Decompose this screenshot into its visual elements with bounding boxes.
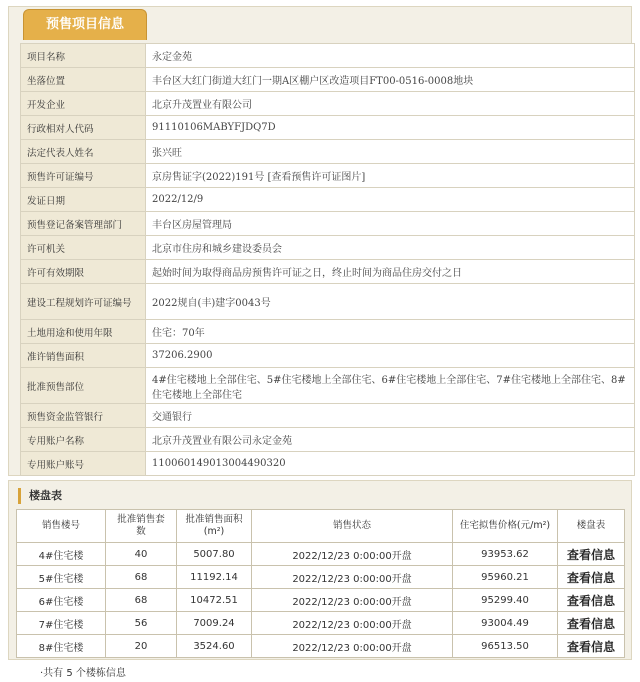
info-row [21,44,635,68]
building-table [16,509,625,658]
info-value: 北京升茂置业有限公司永定金苑 [146,428,635,452]
building-cell-area: 10472.51 [177,589,252,612]
info-value: 北京市住房和城乡建设委员会 [146,236,635,260]
info-row [21,284,635,320]
presale-info-tab[interactable]: 预售项目信息 [23,9,147,40]
building-row [17,635,625,658]
building-cell-area: 5007.80 [177,543,252,566]
building-cell-units: 40 [106,543,177,566]
info-value: 2022/12/9 [146,188,635,212]
info-value: 张兴旺 [146,140,635,164]
building-cell-area: 3524.60 [177,635,252,658]
building-cell-units: 68 [106,589,177,612]
building-row [17,566,625,589]
presale-info-panel [8,6,632,476]
building-table-title: 楼盘表 [18,488,62,504]
info-label: 行政相对人代码 [21,116,146,140]
building-table-panel [8,480,632,660]
building-cell-price: 93953.62 [453,543,558,566]
building-cell-status: 2022/12/23 0:00:00开盘 [252,635,453,658]
info-row [21,212,635,236]
building-cell-building: 5#住宅楼 [17,566,106,589]
info-row [21,116,635,140]
info-label: 专用账户名称 [21,428,146,452]
info-value: 京房售证字(2022)191号 [查看预售许可证图片] [146,164,635,188]
info-value: 91110106MABYFJDQ7D [146,116,635,140]
building-row [17,589,625,612]
building-cell-area: 11192.14 [177,566,252,589]
info-label: 项目名称 [21,44,146,68]
info-label: 法定代表人姓名 [21,140,146,164]
info-value: 丰台区大红门街道大红门一期A区棚户区改造项目FT00-0516-0008地块 [146,68,635,92]
info-label: 土地用途和使用年限 [21,320,146,344]
info-row [21,320,635,344]
view-info-link[interactable]: 查看信息 [558,635,625,658]
info-label: 预售许可证编号 [21,164,146,188]
info-row [21,428,635,452]
header-building: 销售楼号 [17,510,106,543]
building-table-header-row [17,510,625,543]
info-value: 4#住宅楼地上全部住宅、5#住宅楼地上全部住宅、6#住宅楼地上全部住宅、7#住宅楼地上全部住宅、8#住宅楼地上全部住宅 [146,368,635,404]
building-row [17,612,625,635]
info-value: 110060149013004490320 [146,452,635,476]
info-label: 批准预售部位 [21,368,146,404]
building-cell-building: 6#住宅楼 [17,589,106,612]
building-cell-building: 4#住宅楼 [17,543,106,566]
info-label: 专用账户账号 [21,452,146,476]
info-row [21,68,635,92]
info-label: 预售登记备案管理部门 [21,212,146,236]
info-label: 开发企业 [21,92,146,116]
info-label: 预售资金监管银行 [21,404,146,428]
building-cell-price: 95299.40 [453,589,558,612]
building-cell-status: 2022/12/23 0:00:00开盘 [252,589,453,612]
header-units: 批准销售套 数 [106,510,177,543]
info-label: 许可机关 [21,236,146,260]
info-row [21,164,635,188]
header-price: 住宅拟售价格(元/m²) [453,510,558,543]
view-info-link[interactable]: 查看信息 [558,566,625,589]
info-value: 交通银行 [146,404,635,428]
info-row [21,188,635,212]
info-row [21,404,635,428]
info-row [21,452,635,476]
building-cell-status: 2022/12/23 0:00:00开盘 [252,543,453,566]
building-cell-building: 8#住宅楼 [17,635,106,658]
info-value: 住宅：70年 [146,320,635,344]
info-value: 2022规自(丰)建字0043号 [146,284,635,320]
building-cell-building: 7#住宅楼 [17,612,106,635]
info-row [21,368,635,404]
building-cell-area: 7009.24 [177,612,252,635]
header-table: 楼盘表 [558,510,625,543]
info-value: 北京升茂置业有限公司 [146,92,635,116]
info-row [21,260,635,284]
building-cell-units: 56 [106,612,177,635]
info-label: 许可有效期限 [21,260,146,284]
building-cell-price: 96513.50 [453,635,558,658]
building-cell-status: 2022/12/23 0:00:00开盘 [252,612,453,635]
view-info-link[interactable]: 查看信息 [558,589,625,612]
presale-info-table [20,43,635,476]
info-label: 坐落位置 [21,68,146,92]
info-row [21,344,635,368]
header-area: 批准销售面积(m²) [177,510,252,543]
header-status: 销售状态 [252,510,453,543]
building-count-note: ·共有 5 个楼栋信息 [40,668,126,679]
building-cell-price: 93004.49 [453,612,558,635]
info-value: 丰台区房屋管理局 [146,212,635,236]
info-label: 准许销售面积 [21,344,146,368]
view-info-link[interactable]: 查看信息 [558,612,625,635]
info-row [21,140,635,164]
view-info-link[interactable]: 查看信息 [558,543,625,566]
building-cell-price: 95960.21 [453,566,558,589]
info-label: 发证日期 [21,188,146,212]
info-row [21,236,635,260]
info-value: 永定金苑 [146,44,635,68]
building-cell-status: 2022/12/23 0:00:00开盘 [252,566,453,589]
building-cell-units: 68 [106,566,177,589]
building-cell-units: 20 [106,635,177,658]
building-row [17,543,625,566]
info-value: 37206.2900 [146,344,635,368]
info-label: 建设工程规划许可证编号 [21,284,146,320]
info-row [21,92,635,116]
info-value: 起始时间为取得商品房预售许可证之日，终止时间为商品住房交付之日 [146,260,635,284]
